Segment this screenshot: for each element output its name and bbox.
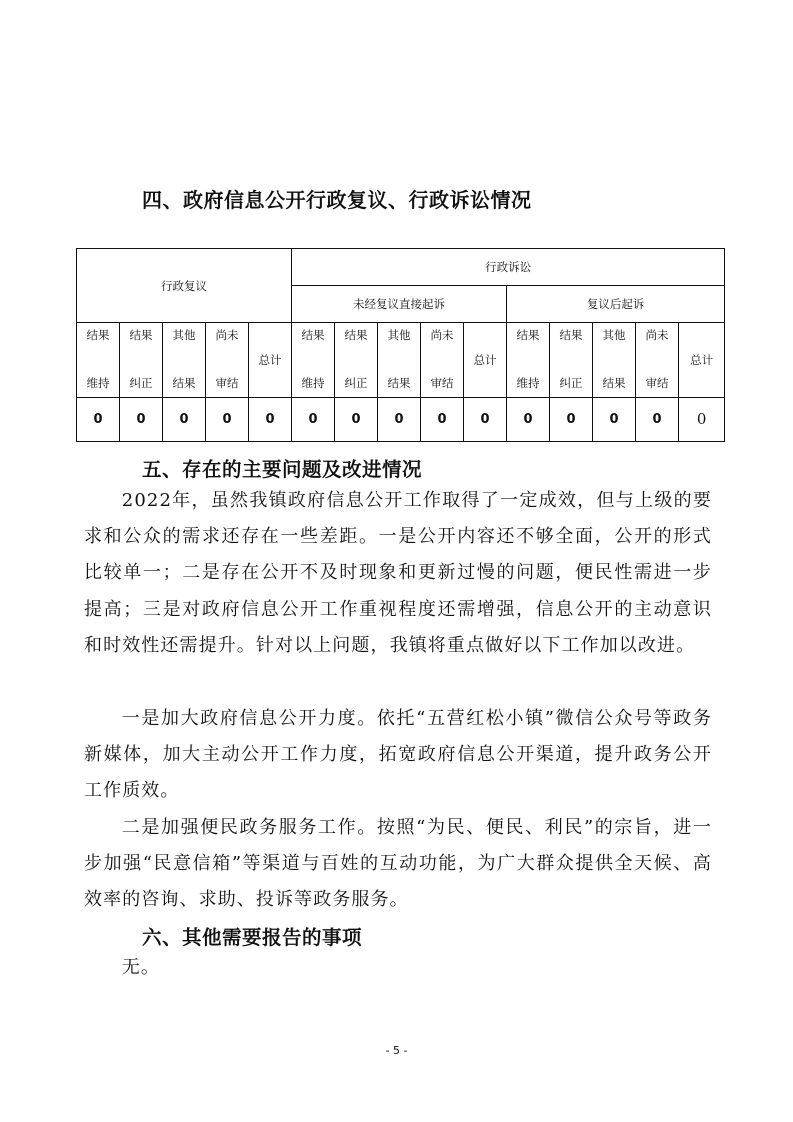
paragraph-other-matters: 无。	[121, 957, 160, 978]
header-suit-after-review: 复议后起诉	[507, 286, 725, 323]
value-cell: 0	[249, 397, 292, 441]
section-5-title: 五、存在的主要问题及改进情况	[142, 458, 423, 481]
value-cell: 0	[335, 397, 378, 441]
section-6-title: 六、其他需要报告的事项	[142, 926, 363, 949]
col-other-result: 其他 结果	[593, 323, 636, 397]
value-cell: 0	[593, 397, 636, 441]
value-cell: 0	[163, 397, 206, 441]
col-pending: 尚未 审结	[206, 323, 249, 397]
section-4-title: 四、政府信息公开行政复议、行政诉讼情况	[142, 188, 532, 212]
value-cell: 0	[378, 397, 421, 441]
col-pending: 尚未 审结	[421, 323, 464, 397]
value-cell: 0	[292, 397, 335, 441]
value-cell: 0	[120, 397, 163, 441]
col-result-maintain: 结果 维持	[292, 323, 335, 397]
paragraph-improvement-1: 一是加大政府信息公开力度。依托“五营红松小镇”微信公众号等政务新媒体，加大主动公开工作力度，拓宽政府信息公开渠道，提升政务公开工作质效。	[84, 708, 712, 802]
value-cell: 0	[507, 397, 550, 441]
col-result-correct: 结果 纠正	[335, 323, 378, 397]
col-result-maintain: 结果 维持	[77, 323, 120, 397]
col-result-maintain: 结果 维持	[507, 323, 550, 397]
col-total: 总计	[464, 323, 507, 397]
value-cell: 0	[679, 397, 725, 441]
value-cell: 0	[636, 397, 679, 441]
value-cell: 0	[550, 397, 593, 441]
col-pending: 尚未 审结	[636, 323, 679, 397]
value-cell: 0	[464, 397, 507, 441]
paragraph-problems: 2022年，虽然我镇政府信息公开工作取得了一定成效，但与上级的要求和公众的需求还存在一些差距。一是公开内容还不够全面，公开的形式比较单一；二是存在公开不及时现象和更新过慢的问题，便民性需进一步提高；三是对政府信息公开工作重视程度还需增强，信息公开的主动意识和时效性还需提升。针对以上问题，我镇将重点做好以下工作加以改进。	[84, 490, 712, 656]
header-admin-review: 行政复议	[77, 249, 292, 323]
col-total: 总计	[249, 323, 292, 397]
page-number: - 5 -	[385, 1044, 408, 1057]
col-total: 总计	[679, 323, 725, 397]
value-cell: 0	[77, 397, 120, 441]
value-cell: 0	[206, 397, 249, 441]
col-other-result: 其他 结果	[163, 323, 206, 397]
header-direct-suit: 未经复议直接起诉	[292, 286, 507, 323]
header-admin-litigation: 行政诉讼	[292, 249, 725, 286]
col-other-result: 其他 结果	[378, 323, 421, 397]
review-litigation-table	[76, 248, 725, 442]
value-cell: 0	[421, 397, 464, 441]
col-result-correct: 结果 纠正	[120, 323, 163, 397]
col-result-correct: 结果 纠正	[550, 323, 593, 397]
paragraph-improvement-2: 二是加强便民政务服务工作。按照“为民、便民、利民”的宗旨，进一步加强“民意信箱”等渠道与百姓的互动功能，为广大群众提供全天候、高效率的咨询、求助、投诉等政务服务。	[84, 817, 712, 911]
